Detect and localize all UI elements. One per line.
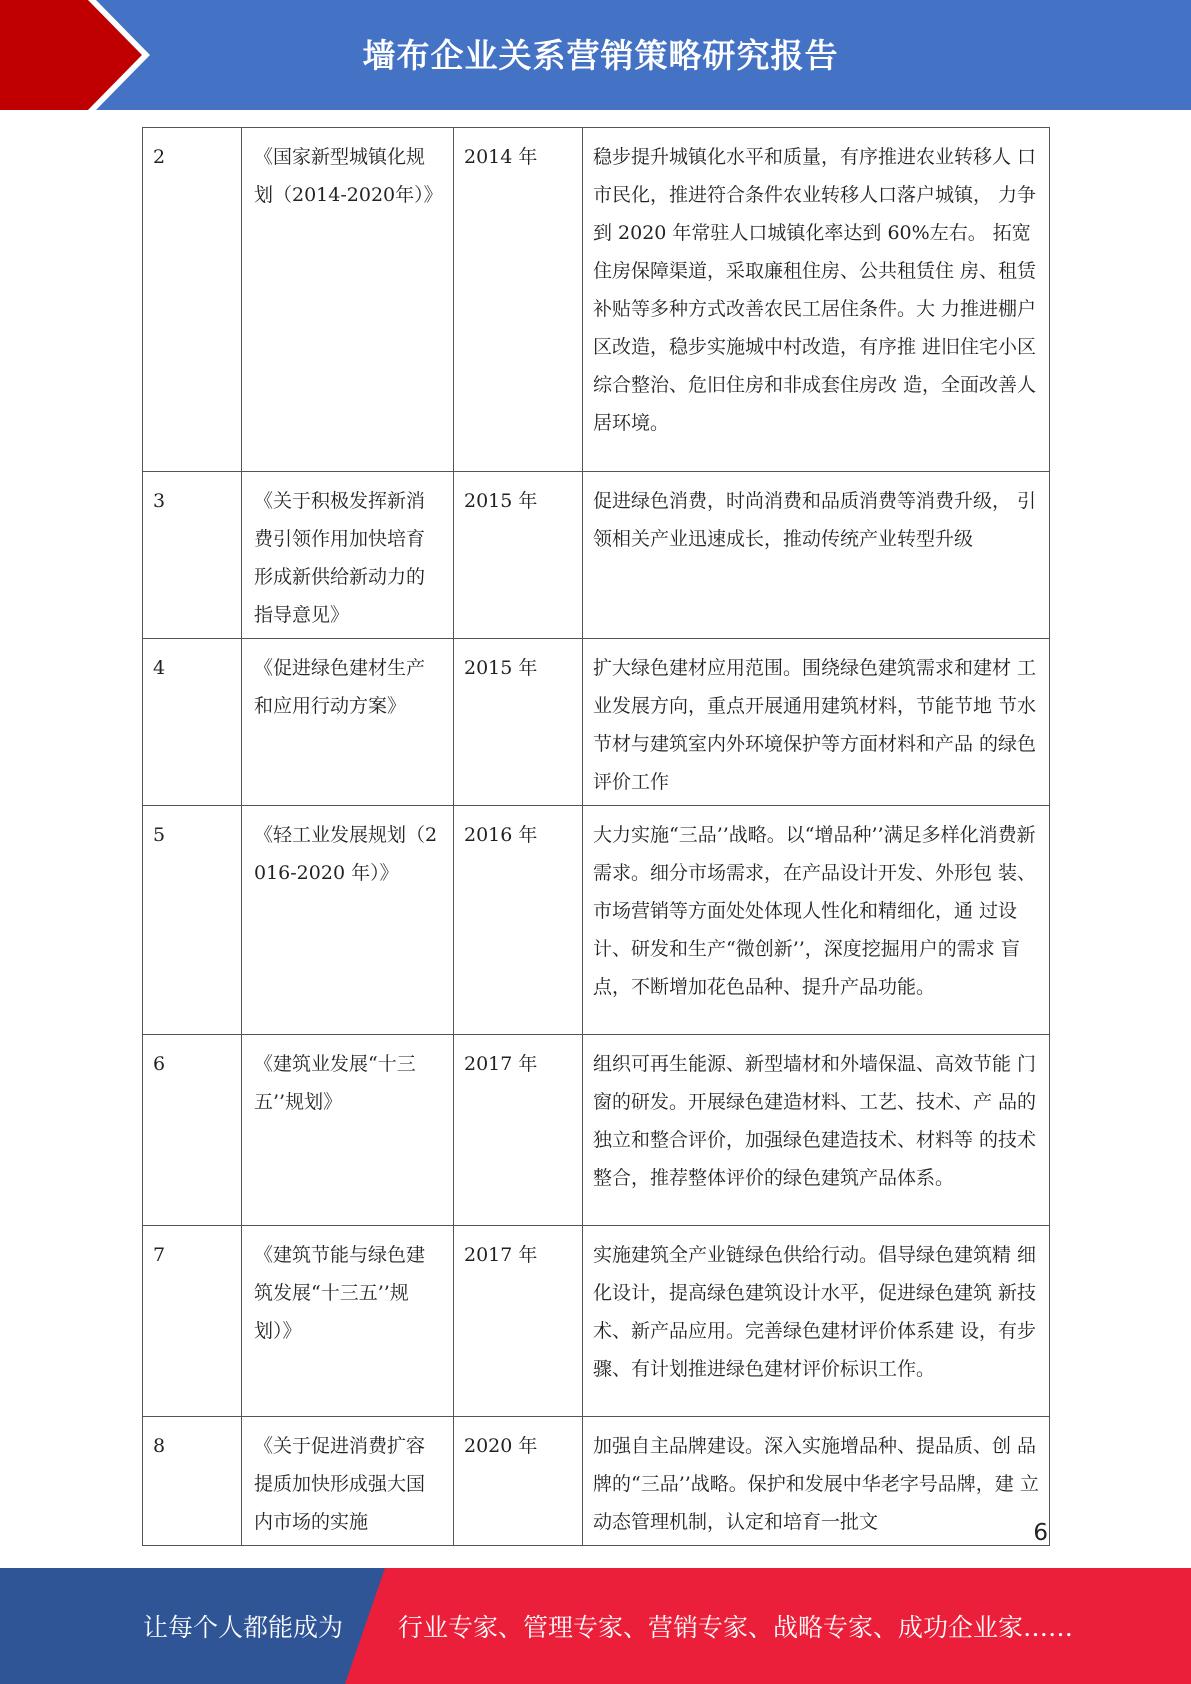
content-cell: 促进绿色消费，时尚消费和品质消费等消费升级， 引领相关产业迅速成长，推动传统产业转型升级 <box>583 472 1050 639</box>
content-cell: 实施建筑全产业链绿色供给行动。倡导绿色建筑精 细化设计，提高绿色建筑设计水平，促进绿色建筑 新技术、新产品应用。完善绿色建材评价体系建 设，有步骤、有计划推进绿色建材评价标识工作。 <box>583 1226 1050 1417</box>
row-number-cell: 6 <box>143 1035 242 1226</box>
footer-slogan-left: 让每个人都能成为 <box>143 1613 344 1642</box>
year-cell: 2016 年 <box>454 806 583 1035</box>
table-row <box>143 128 1050 472</box>
year-cell: 2017 年 <box>454 1035 583 1226</box>
row-number-cell: 2 <box>143 128 242 472</box>
table-row <box>143 806 1050 1035</box>
table-row <box>143 1035 1050 1226</box>
policy-document-cell: 《建筑节能与绿色建筑发展“十三五’’规 划）》 <box>242 1226 454 1417</box>
content-cell: 组织可再生能源、新型墙材和外墙保温、高效节能 门窗的研发。开展绿色建造材料、工艺、技术、产 品的独立和整合评价，加强绿色建造技术、材料等 的技术整合，推荐整体评价的绿色建筑产品体系。 <box>583 1035 1050 1226</box>
year-cell: 2017 年 <box>454 1226 583 1417</box>
year-cell: 2015 年 <box>454 639 583 806</box>
content-cell: 加强自主品牌建设。深入实施增品种、提品质、创 品牌的“三品’’战略。保护和发展中华老字号品牌，建 立动态管理机制，认定和培育一批文 <box>583 1417 1050 1546</box>
content-cell: 大力实施“三品’’战略。以“增品种’’满足多样化消费新 需求。细分市场需求，在产品设计开发、外形包 装、市场营销等方面处处体现人性化和精细化，通 过设计、研发和生产“微创新’’，深度挖掘用户的需求 盲点，不断增加花色品种、提升产品功能。 <box>583 806 1050 1035</box>
policy-document-cell: 《关于积极发挥新消费引领作用加快培育形成新供给新动力的指导意见》 <box>242 472 454 639</box>
policy-document-cell: 《促进绿色建材生产和应用行动方案》 <box>242 639 454 806</box>
row-number-cell: 8 <box>143 1417 242 1546</box>
row-number-cell: 3 <box>143 472 242 639</box>
table-row <box>143 472 1050 639</box>
row-number-cell: 5 <box>143 806 242 1035</box>
policy-document-cell: 《轻工业发展规划（2016-2020 年）》 <box>242 806 454 1035</box>
policy-table <box>142 127 1050 1546</box>
row-number-cell: 7 <box>143 1226 242 1417</box>
footer-slogan-right: 行业专家、管理专家、营销专家、战略专家、成功企业家…… <box>398 1613 1074 1642</box>
policy-document-cell: 《建筑业发展“十三五’’规划》 <box>242 1035 454 1226</box>
content-cell: 稳步提升城镇化水平和质量，有序推进农业转移人 口市民化，推进符合条件农业转移人口落户城镇， 力争到 2020 年常驻人口城镇化率达到 60%左右。 拓宽住房保障渠道，采取廉租住房、公共租赁住 房、租赁补贴等多种方式改善农民工居住条件。大 力推进棚户区改造，稳步实施城中村改造，有序推 进旧住宅小区综合整治、危旧住房和非成套住房改 造，全面改善人居环境。 <box>583 128 1050 472</box>
policy-document-cell: 《国家新型城镇化规划（2014-2020年）》 <box>242 128 454 472</box>
page-header <box>0 0 1191 110</box>
page-footer <box>0 1568 1191 1684</box>
content-cell: 扩大绿色建材应用范围。围绕绿色建筑需求和建材 工业发展方向，重点开展通用建筑材料，节能节地 节水节材与建筑室内外环境保护等方面材料和产品 的绿色评价工作 <box>583 639 1050 806</box>
table-row <box>143 1226 1050 1417</box>
year-cell: 2014 年 <box>454 128 583 472</box>
year-cell: 2015 年 <box>454 472 583 639</box>
policy-document-cell: 《关于促进消费扩容提质加快形成强大国内市场的实施 <box>242 1417 454 1546</box>
row-number-cell: 4 <box>143 639 242 806</box>
report-title: 墙布企业关系营销策略研究报告 <box>362 36 839 75</box>
year-cell: 2020 年 <box>454 1417 583 1546</box>
page-number: 6 <box>1033 1520 1048 1546</box>
table-row <box>143 1417 1050 1546</box>
table-row <box>143 639 1050 806</box>
